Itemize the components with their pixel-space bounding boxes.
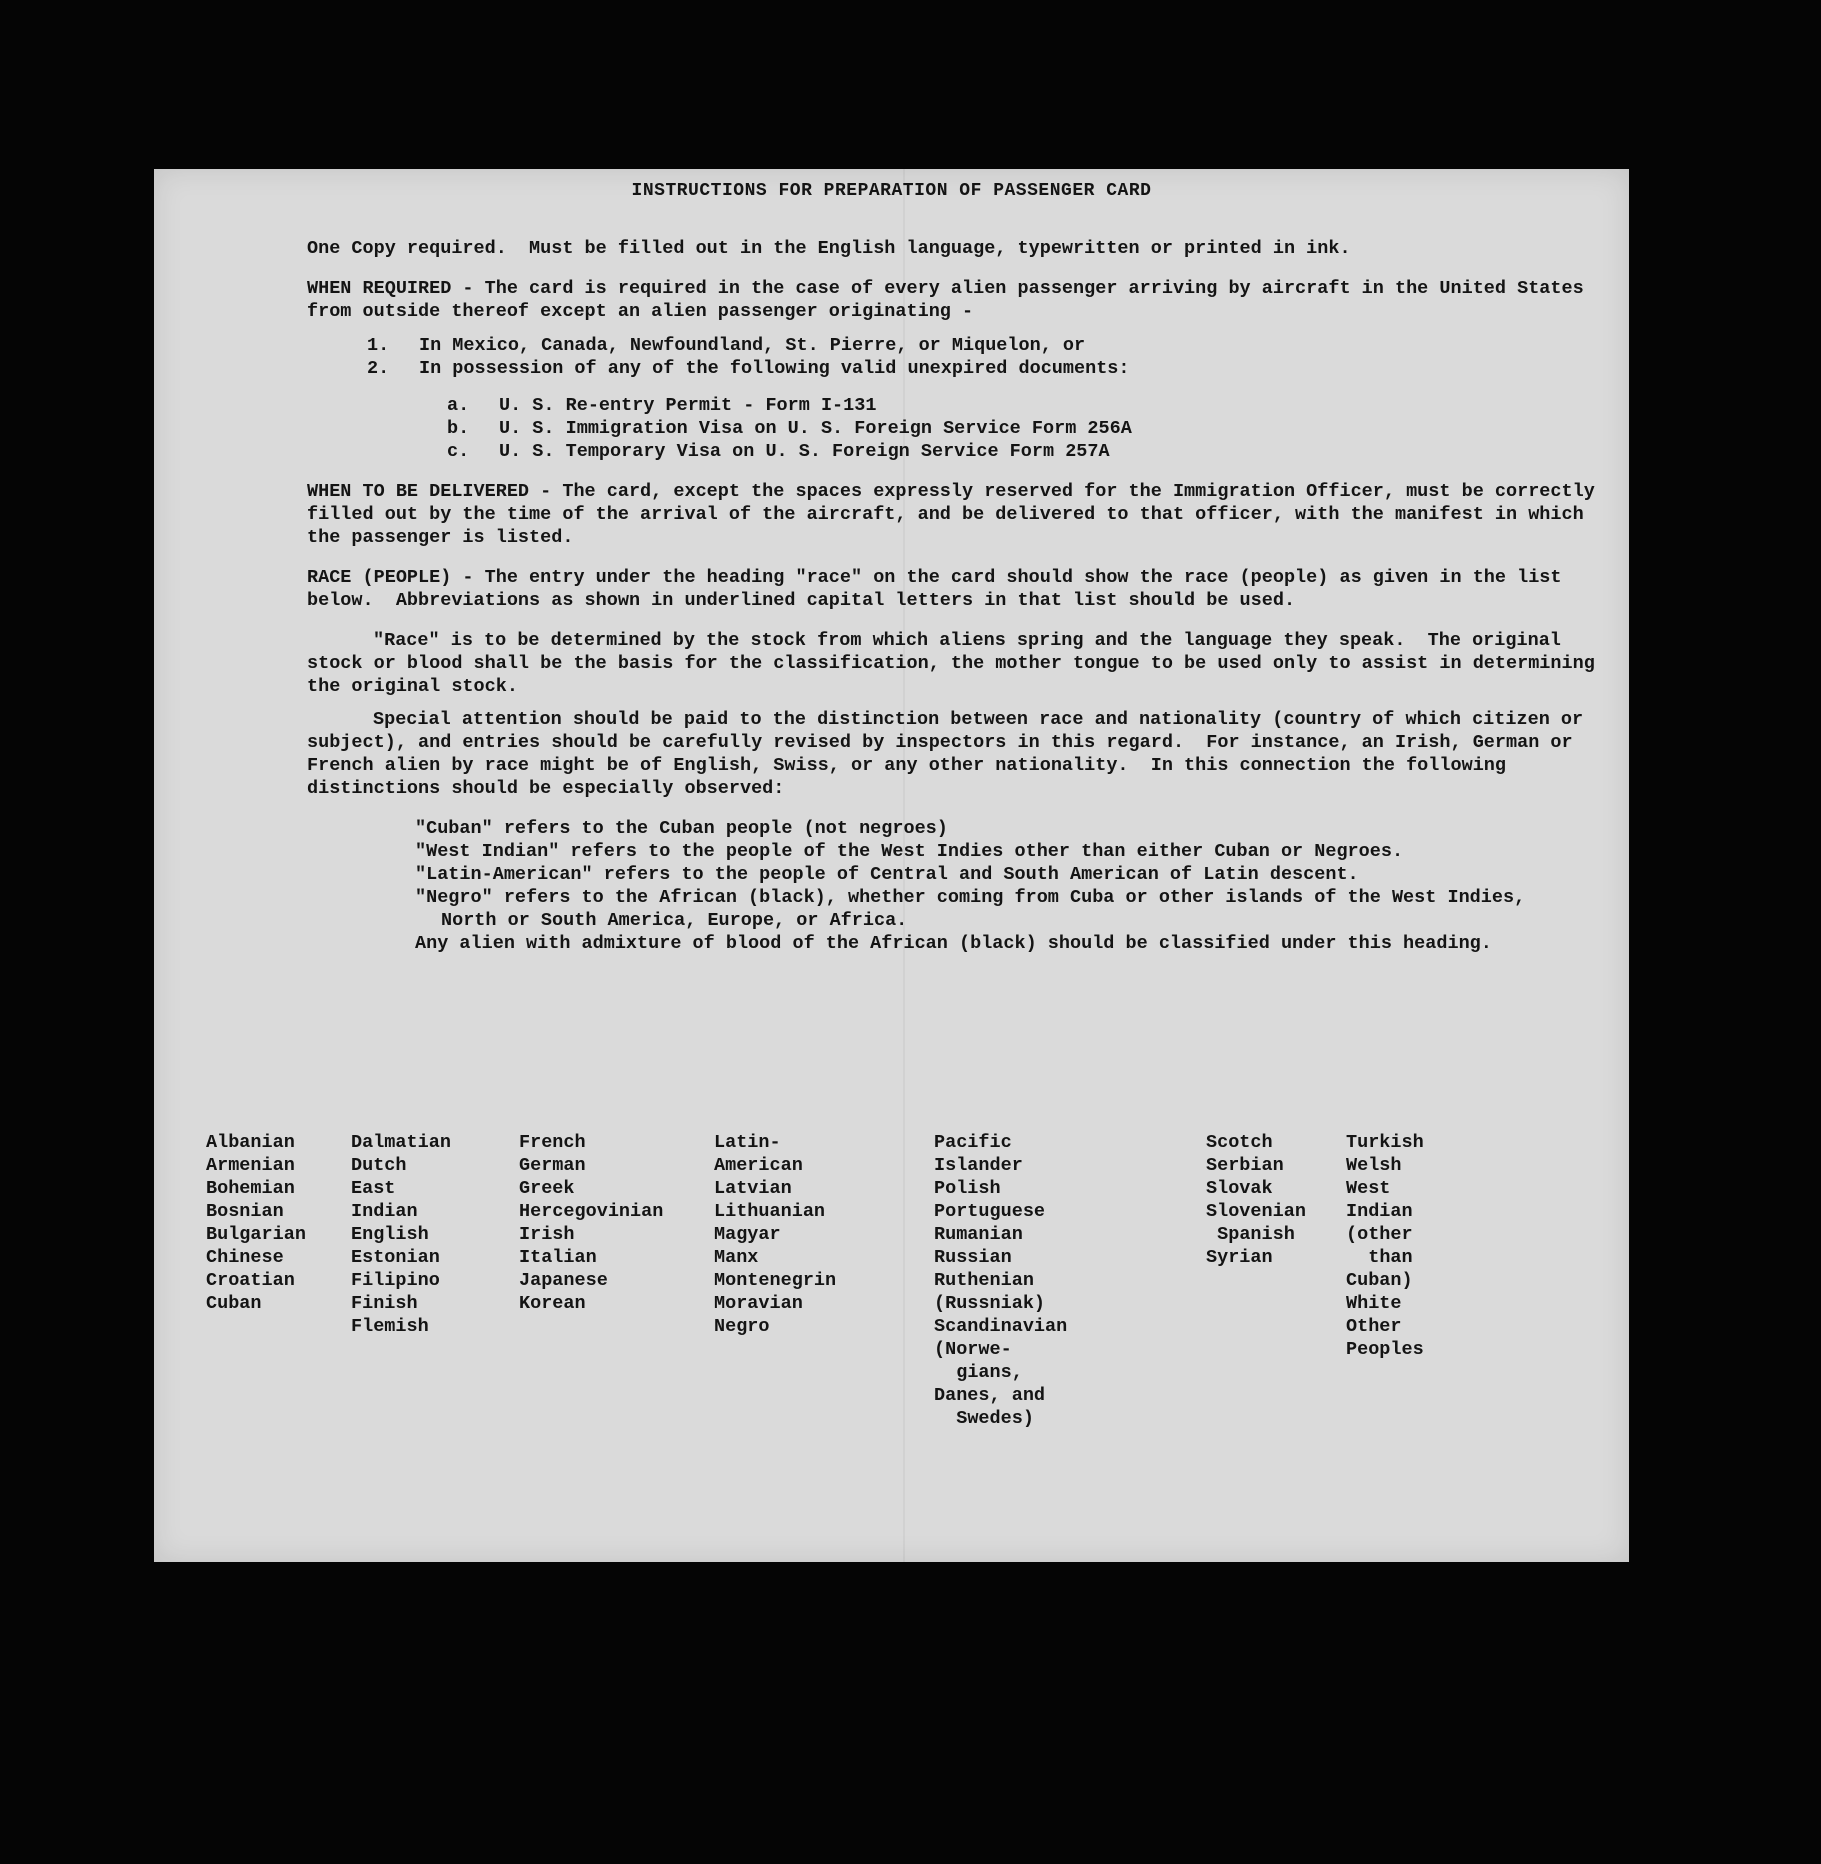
race-item: West Indian (other (1346, 1178, 1424, 1245)
race-item: Spanish (1206, 1224, 1295, 1245)
race-item: gians, Danes, and (934, 1362, 1046, 1406)
list-item (367, 357, 1607, 380)
race-item: Irish (519, 1224, 575, 1245)
race-item: Welsh (1346, 1155, 1402, 1176)
race-item: Manx (714, 1247, 759, 1268)
origin-conditions-list (367, 334, 1607, 380)
list-number: 1. (367, 335, 390, 356)
race-item: Japanese (519, 1270, 608, 1291)
race-item: Estonian (351, 1247, 440, 1268)
race-item: Slovenian (1206, 1201, 1306, 1222)
race-item: Greek (519, 1178, 575, 1199)
distinction-admixture: Any alien with admixture of blood of the African (black) should be classified under this heading. (415, 933, 1492, 954)
distinctions-list (415, 817, 1607, 955)
list-text: U. S. Temporary Visa on U. S. Foreign Service Form 257A (499, 441, 1110, 462)
list-item (447, 417, 1607, 440)
race-item: Swedes) (934, 1408, 1034, 1429)
race-item: Armenian (206, 1155, 295, 1176)
race-item: Scandinavian (Norwe- (934, 1316, 1079, 1360)
race-column-7 (1346, 1131, 1424, 1361)
when-delivered-paragraph: WHEN TO BE DELIVERED - The card, except the spaces expressly reserved for the Immigration Officer, must be correctly filled out by the time of the arrival of the aircraft, and be delivered to that officer, with the manifest in which the passenger is listed. (307, 481, 1606, 548)
race-column-1 (206, 1131, 306, 1315)
race-item: German (519, 1155, 586, 1176)
race-definition-paragraph: "Race" is to be determined by the stock from which aliens spring and the language they speak. The original stock or blood shall be the basis for the classification, the mother tongue to be used only to assist in determining the original stock. (307, 630, 1606, 697)
race-item: Italian (519, 1247, 597, 1268)
race-item: Chinese (206, 1247, 284, 1268)
list-letter: b. (447, 418, 470, 439)
race-item: Dutch (351, 1155, 407, 1176)
race-item: Portuguese (934, 1201, 1046, 1222)
race-item: Magyar (714, 1224, 781, 1245)
race-column-5 (934, 1131, 1079, 1430)
race-item: Latin-American (714, 1132, 803, 1176)
race-item: Turkish (1346, 1132, 1424, 1153)
race-item: Filipino (351, 1270, 440, 1291)
race-item: Croatian (206, 1270, 295, 1291)
race-item: Lithuanian (714, 1201, 826, 1222)
race-item: East Indian (351, 1178, 418, 1222)
race-item: Montenegrin (714, 1270, 837, 1291)
document-title: INSTRUCTIONS FOR PREPARATION OF PASSENGER CARD (631, 181, 1152, 201)
race-column-2 (351, 1131, 451, 1338)
race-item: Negro (714, 1316, 770, 1337)
list-text: U. S. Immigration Visa on U. S. Foreign Service Form 256A (499, 418, 1132, 439)
race-item: Latvian (714, 1178, 792, 1199)
race-item: English (351, 1224, 429, 1245)
race-item: Polish (934, 1178, 1001, 1199)
race-item: Syrian (1206, 1247, 1273, 1268)
when-required-paragraph: WHEN REQUIRED - The card is required in the case of every alien passenger arriving by aircraft in the United States from outside thereof except an alien passenger originating - (307, 278, 1595, 322)
race-item: Ruthenian (Russniak) (934, 1270, 1046, 1314)
list-text: In possession of any of the following valid unexpired documents: (419, 358, 1130, 379)
document-page (154, 169, 1629, 1562)
special-attention-paragraph: Special attention should be paid to the distinction between race and nationality (country of which citizen or subject), and entries should be carefully revised by inspectors in this regard. For instance, an Irish, German or French alien by race might be of English, Swiss, or any other nationality. In this connection the following distinctions should be especially observed: (307, 709, 1595, 799)
distinction-west-indian: "West Indian" refers to the people of the West Indies other than either Cuban or Negroes. (415, 841, 1404, 862)
list-item (447, 440, 1607, 463)
list-letter: c. (447, 441, 470, 462)
race-intro-paragraph: RACE (PEOPLE) - The entry under the heading "race" on the card should show the race (people) as given in the list below. Abbreviations as shown in underlined capital letters in that list should be used. (307, 567, 1573, 611)
list-item (367, 334, 1607, 357)
race-column-4 (714, 1131, 836, 1338)
race-item: Albanian (206, 1132, 295, 1153)
intro-paragraph: One Copy required. Must be filled out in the English language, typewritten or printed in ink. (307, 238, 1351, 259)
race-item: Russian (934, 1247, 1012, 1268)
race-item: Dalmatian (351, 1132, 451, 1153)
instructions-body (307, 237, 1607, 955)
race-item: Hercegovinian (519, 1201, 664, 1222)
race-item: French (519, 1132, 586, 1153)
race-item: Serbian (1206, 1155, 1284, 1176)
race-item: Rumanian (934, 1224, 1023, 1245)
race-item: Bosnian (206, 1201, 284, 1222)
race-item: Bulgarian (206, 1224, 306, 1245)
race-item: Scotch (1206, 1132, 1273, 1153)
list-text: U. S. Re-entry Permit - Form I-131 (499, 395, 877, 416)
race-item: White (1346, 1293, 1402, 1314)
race-item: Slovak (1206, 1178, 1273, 1199)
list-item (447, 394, 1607, 417)
race-item: Finish (351, 1293, 418, 1314)
race-item: Bohemian (206, 1178, 295, 1199)
race-item: Flemish (351, 1316, 429, 1337)
race-column-3 (519, 1131, 663, 1315)
documents-list (447, 394, 1607, 463)
race-item: Cuban (206, 1293, 262, 1314)
distinction-negro: "Negro" refers to the African (black), whether coming from Cuba or other islands of the West Indies, North or South America, Europe, or Africa. (415, 887, 1537, 931)
race-item: Moravian (714, 1293, 803, 1314)
race-item: Korean (519, 1293, 586, 1314)
race-item: Pacific Islander (934, 1132, 1023, 1176)
list-letter: a. (447, 395, 470, 416)
race-item: Other Peoples (1346, 1316, 1424, 1360)
list-text: In Mexico, Canada, Newfoundland, St. Pierre, or Miquelon, or (419, 335, 1086, 356)
distinction-latin-american: "Latin-American" refers to the people of Central and South American of Latin descent. (415, 864, 1359, 885)
race-item: than Cuban) (1346, 1247, 1424, 1291)
distinction-cuban: "Cuban" refers to the Cuban people (not negroes) (415, 818, 948, 839)
race-column-6 (1206, 1131, 1306, 1269)
list-number: 2. (367, 358, 390, 379)
